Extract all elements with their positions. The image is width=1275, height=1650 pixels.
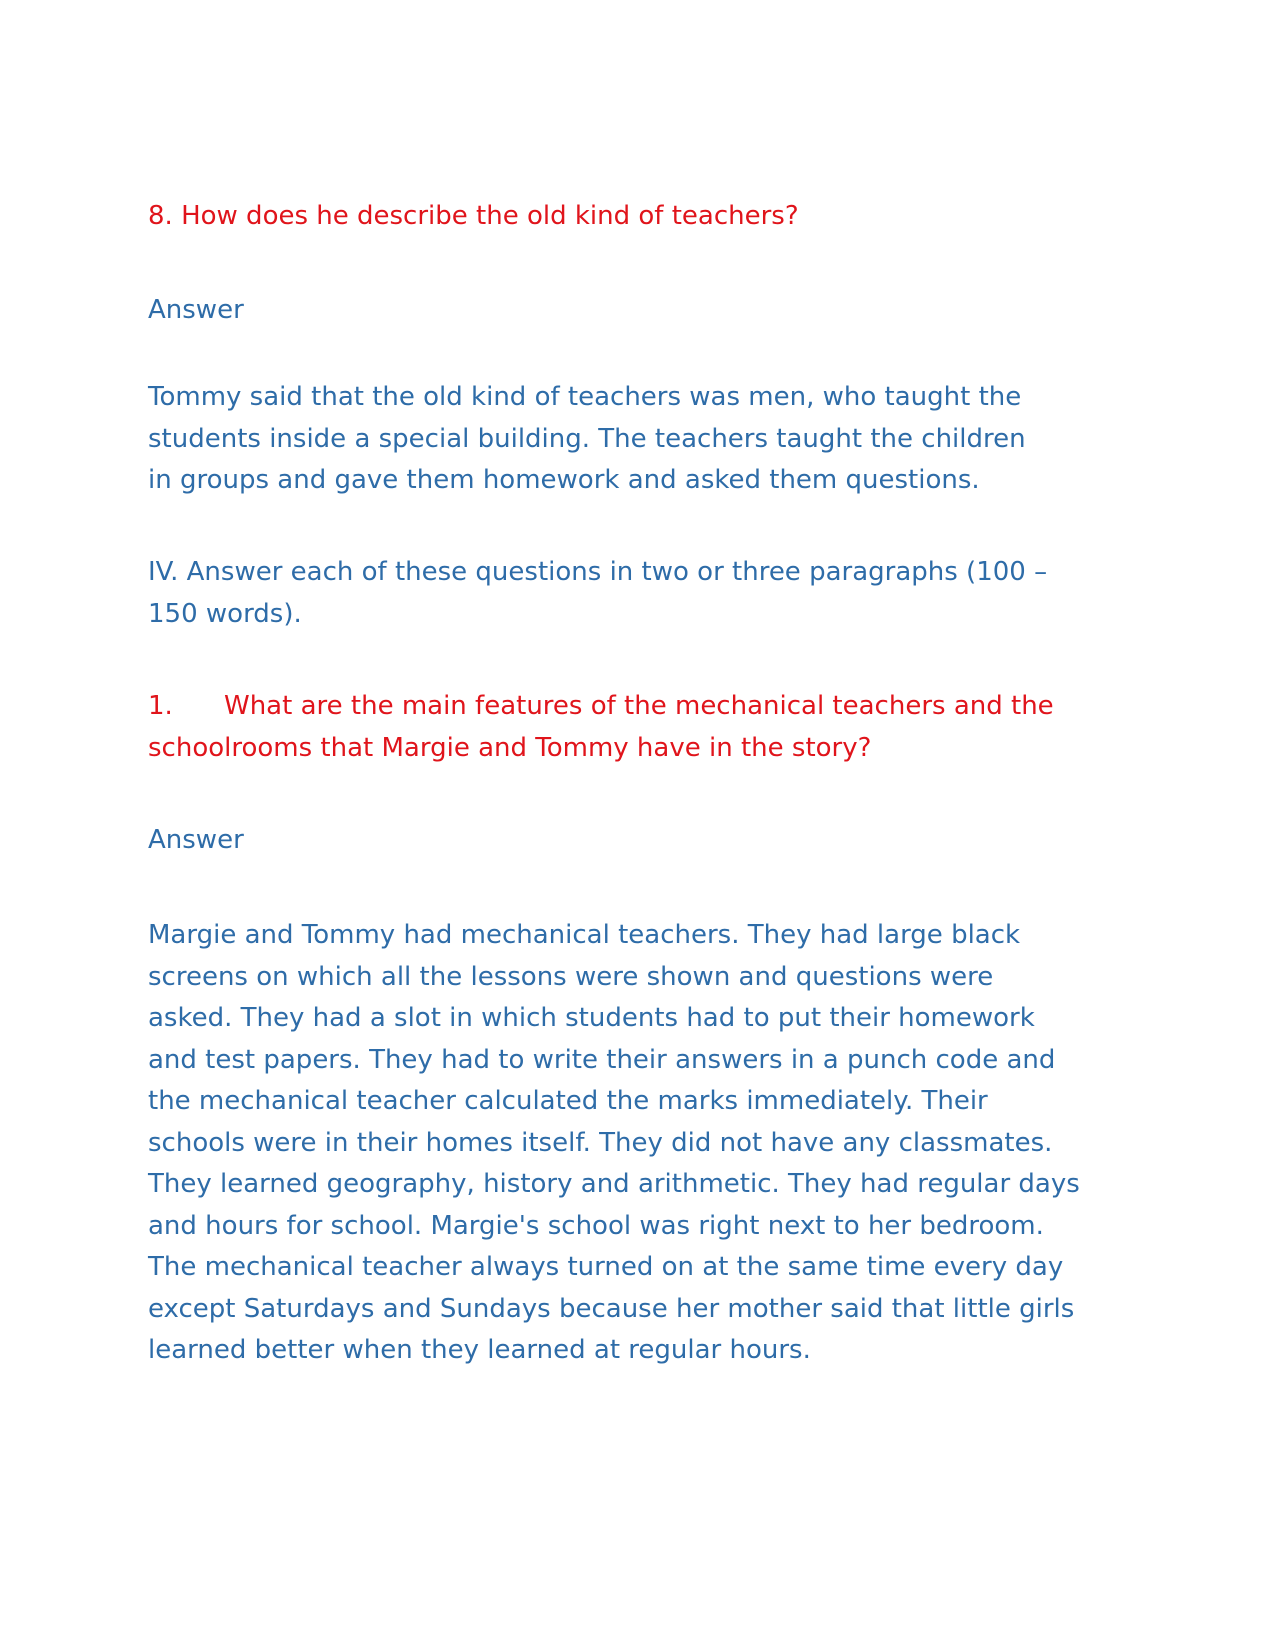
question-1-text-line-1: What are the main features of the mechanical teachers and the [224, 691, 1054, 721]
answer-text-q1: Margie and Tommy had mechanical teachers. They had large black screens on which all the lessons were shown and questions were asked. They had a slot in which students had to put their homework and test papers. They had to write their answers in a punch code and the mechanical teacher calculated the marks immediately. Their schools were in their homes itself. They did not have any classmates. They learned geography, history and arithmetic. They had regular days and hours for school. Margie's school was right next to her bedroom. The mechanical teacher always turned on at the same time every day except Saturdays and Sundays because her mother said that little girls learned better when they learned at regular hours. [148, 920, 1080, 1365]
section-iv-line-2: 150 words). [148, 598, 302, 629]
answer-label-q1: Answer [148, 825, 244, 855]
answer-text-q8: Tommy said that the old kind of teachers was men, who taught the students inside a special building. The teachers taught the children in groups and gave them homework and asked them questions. [148, 382, 1026, 495]
question-1-line-1 [148, 686, 1128, 728]
section-iv-line-1: IV. Answer each of these questions in two or three paragraphs (100 – [148, 557, 1048, 587]
answer-label-q8: Answer [148, 295, 244, 325]
question-1-line-2: schoolrooms that Margie and Tommy have in the story? [148, 732, 872, 763]
question-1-number: 1. [148, 691, 173, 721]
section-iv-instruction [148, 552, 1128, 635]
question-1 [148, 686, 1128, 769]
question-8: 8. How does he describe the old kind of teachers? [148, 201, 799, 231]
